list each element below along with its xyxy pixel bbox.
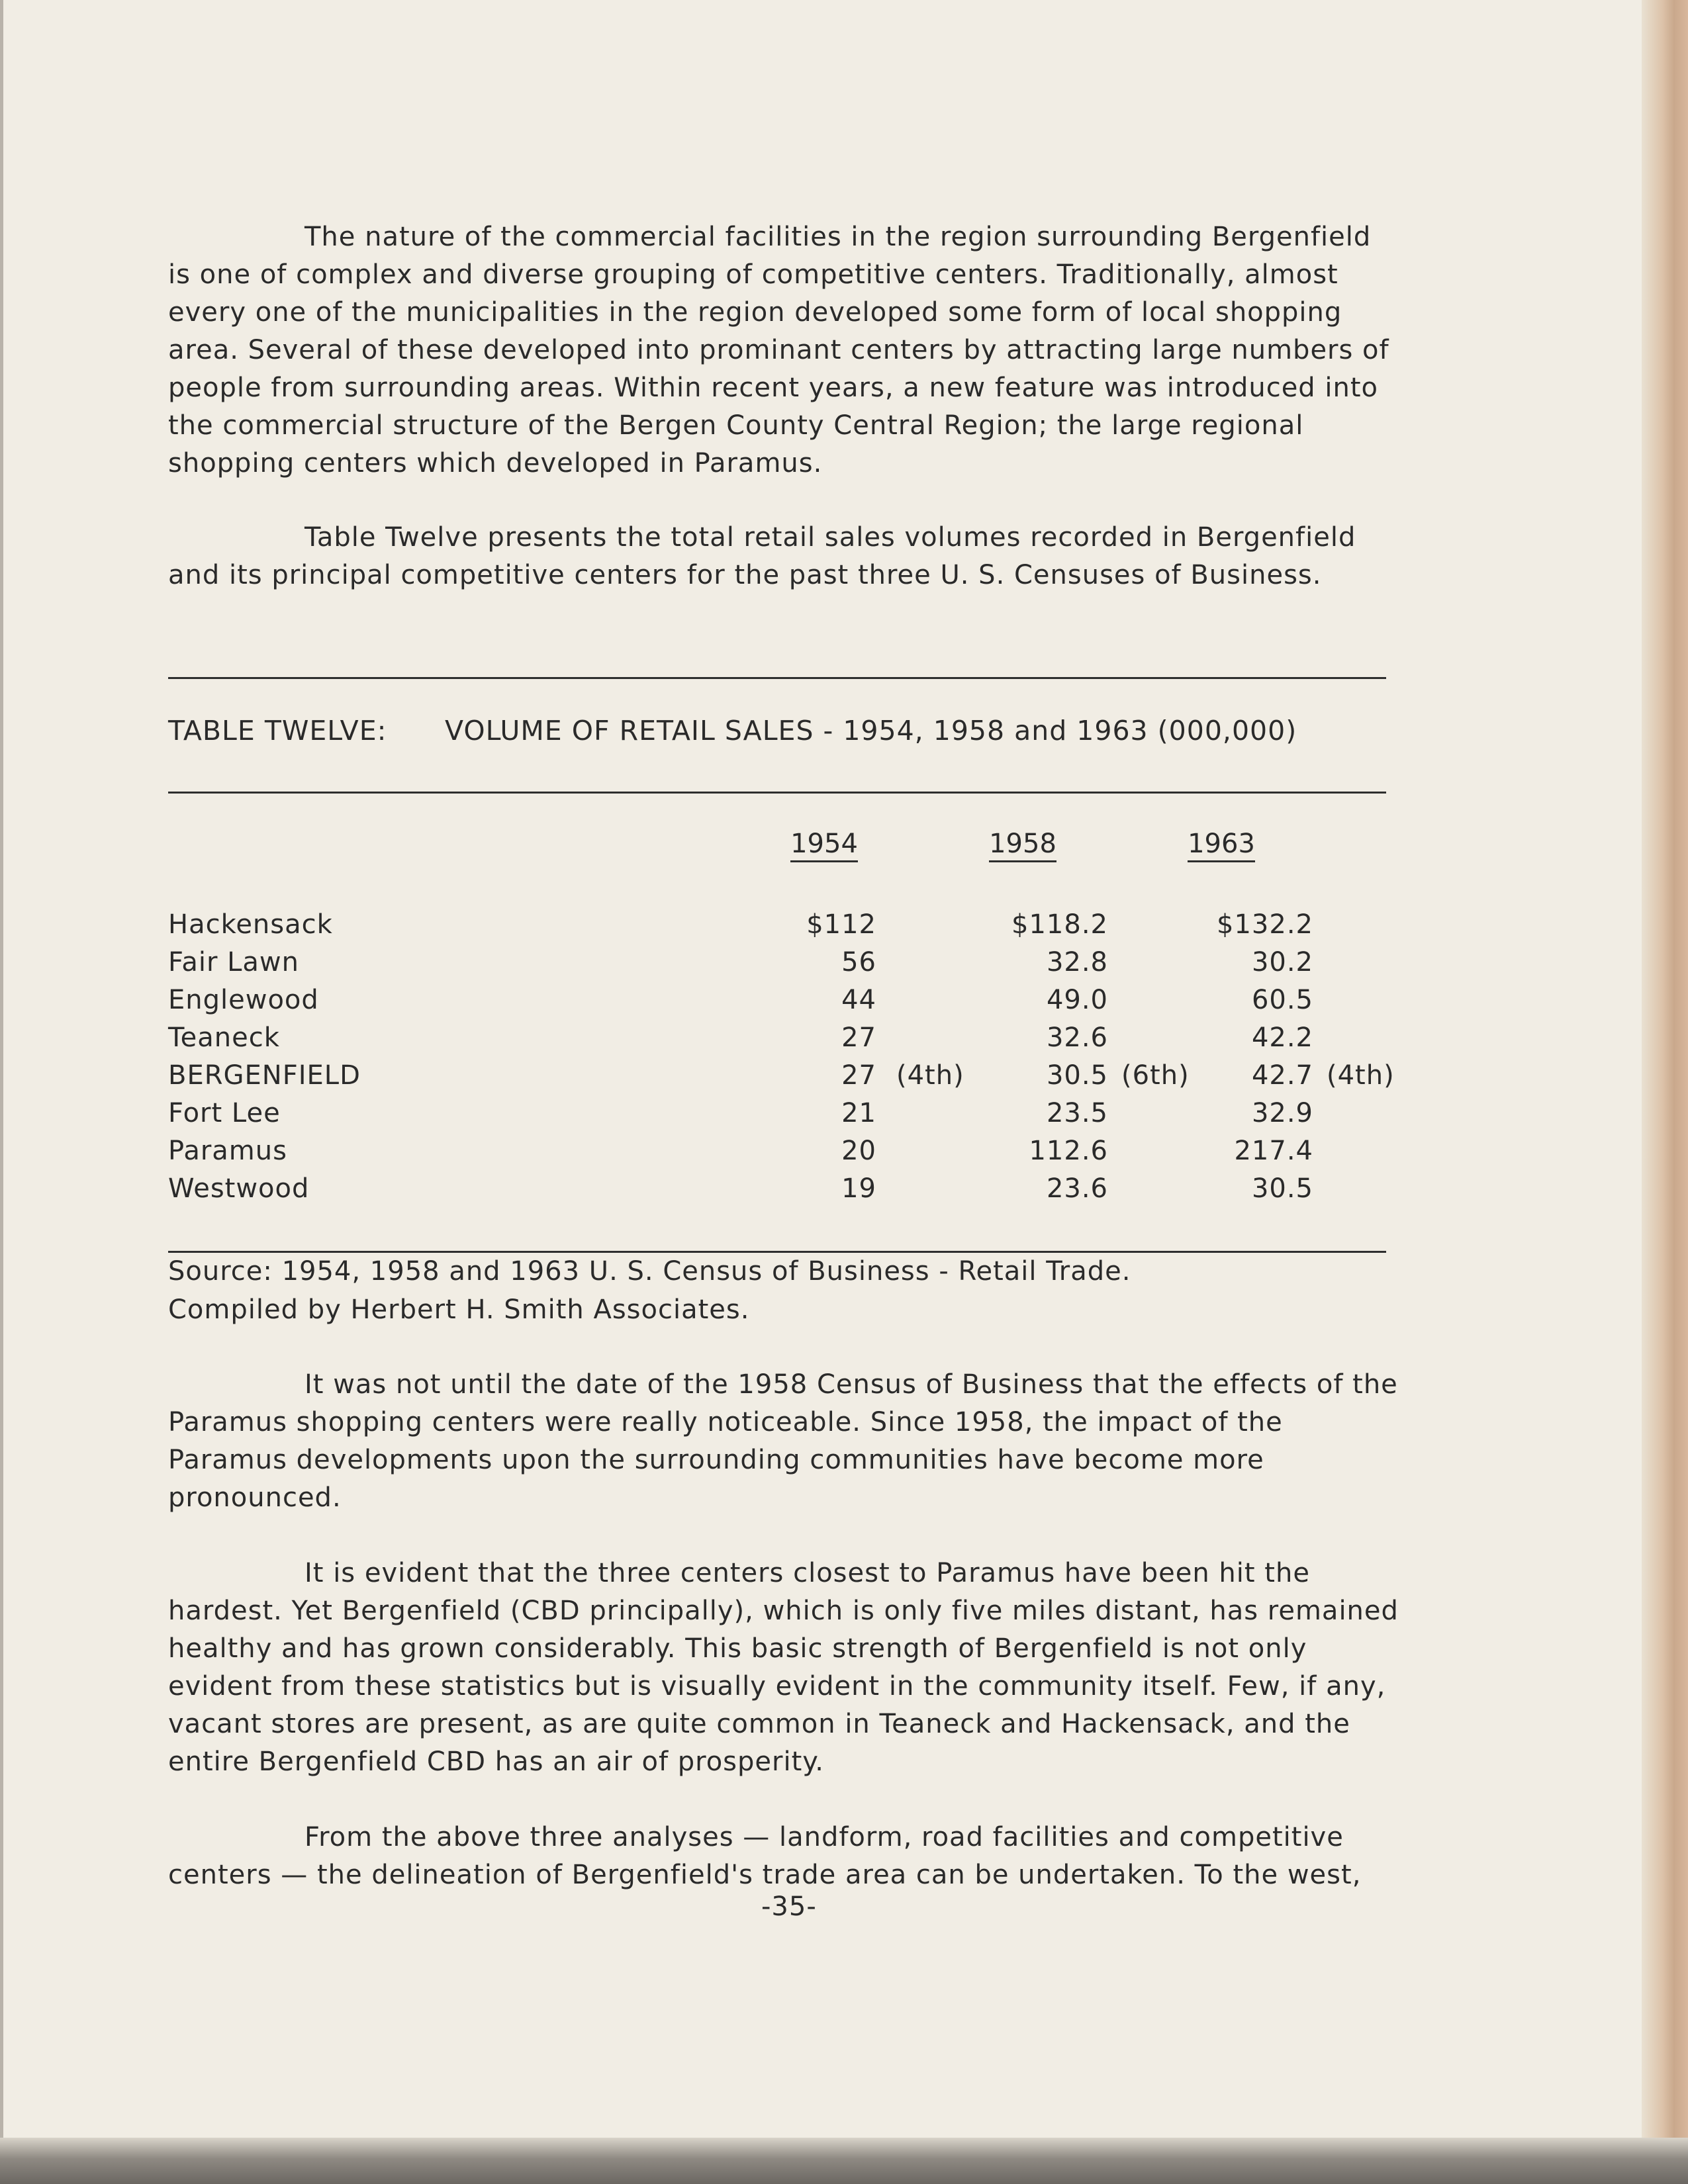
paragraph-commercial-facilities: The nature of the commercial facilities in the region surrounding Bergenfield is one of complex and diverse grouping of competitive centers. Traditionally, almost every one of the municipalities in the region developed some form of local shopping area. Several of these developed into prominant centers by attracting large numbers of people from surrounding areas. Within recent years, a new feature was introduced into the commercial structure of the Bergen County Central Region; the large regional shopping centers which developed in Paramus. <box>168 222 1389 478</box>
scan-bottom-shadow <box>0 2138 1688 2184</box>
paragraph-paramus-effects: It was not until the date of the 1958 Census of Business that the effects of the Paramus shopping centers were really noticeable. Since 1958, the impact of the Paramus developments upon the surrounding communities have become more pronounced. <box>168 1369 1398 1513</box>
column-header-1954: 1954 <box>761 829 887 862</box>
scan-left-edge <box>0 0 3 2138</box>
intro-text <box>168 218 1399 594</box>
page-edge-shadow <box>1642 0 1688 2184</box>
table-row: Fort Lee 21 23.5 32.9 <box>168 1098 1313 1128</box>
column-header-1963: 1963 <box>1158 829 1284 862</box>
compiled-by-line: Compiled by Herbert H. Smith Associates. <box>168 1295 750 1325</box>
paragraph-trade-area: From the above three analyses — landform, road facilities and competitive centers — the delineation of Bergenfield's trade area can be undertaken. To the west, <box>168 1822 1362 1890</box>
table-top-rule <box>168 677 1386 679</box>
table-row: Westwood 19 23.6 30.5 <box>168 1173 1313 1204</box>
table-label: TABLE TWELVE: <box>168 715 387 747</box>
table-source <box>168 1252 1131 1329</box>
table-row: Fair Lawn 56 32.8 30.2 <box>168 947 1313 978</box>
source-line: Source: 1954, 1958 and 1963 U. S. Census of Business - Retail Trade. <box>168 1256 1131 1287</box>
table-row: Englewood 44 49.0 60.5 <box>168 985 1313 1015</box>
table-title-text: VOLUME OF RETAIL SALES - 1954, 1958 and 1963 (000,000) <box>445 715 1297 747</box>
table-row: Teaneck 27 32.6 42.2 <box>168 1023 1313 1053</box>
table-row: Hackensack $112 $118.2 $132.2 <box>168 909 1313 940</box>
column-header-1958: 1958 <box>960 829 1086 862</box>
table-row-bergenfield: BERGENFIELD 27 (4th) 30.5 (6th) 42.7 (4th) <box>168 1060 1395 1091</box>
table-row: Paramus 20 112.6 217.4 <box>168 1136 1313 1166</box>
table-title <box>168 715 1297 747</box>
table-title-rule <box>168 792 1386 794</box>
body-text <box>168 1366 1399 1894</box>
paragraph-bergenfield-strength: It is evident that the three centers closest to Paramus have been hit the hardest. Yet Bergenfield (CBD principally), which is only five miles distant, has remained healthy and has grown considerably. This basic strength of Bergenfield is not only evident from these statistics but is visually evident in the community itself. Few, if any, vacant stores are present, as are quite common in Teaneck and Hackensack, and the entire Bergenfield CBD has an air of prosperity. <box>168 1558 1399 1777</box>
page-number: -35- <box>761 1891 817 1922</box>
paragraph-table-intro: Table Twelve presents the total retail sales volumes recorded in Bergenfield and its principal competitive centers for the past three U. S. Censuses of Business. <box>168 522 1356 590</box>
